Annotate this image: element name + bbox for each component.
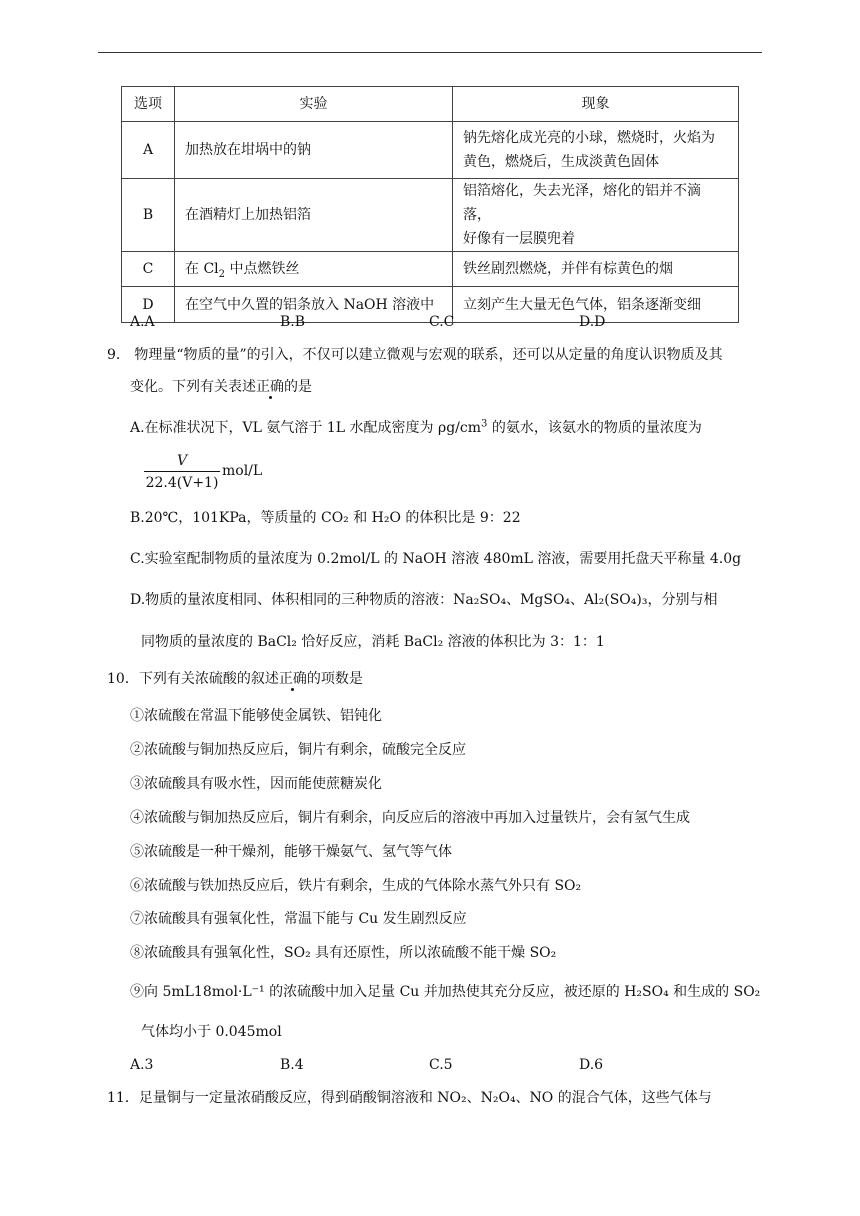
q10-answer-b: B.4 xyxy=(280,1057,304,1073)
row-phenomenon: 钠先熔化成光亮的小球，燃烧时，火焰为 黄色，燃烧后，生成淡黄色固体 xyxy=(453,122,739,179)
header-option: 选项 xyxy=(122,87,175,122)
fraction-denominator: 22.4(V+1) xyxy=(145,475,219,491)
q9-stem-line2: 变化。下列有关表述正确的是 xyxy=(130,379,312,395)
q9-option-a-fraction xyxy=(144,452,220,493)
row-experiment: 在 $Cl_2$ 中点燃铁丝 xyxy=(175,252,453,287)
q10-item: ⑥浓硫酸与铁加热反应后，铁片有剩余，生成的气体除水蒸气外只有 SO₂ xyxy=(130,878,582,894)
row-experiment: 在空气中久置的铝条放入 NaOH 溶液中 xyxy=(175,287,453,323)
q10-answer-d: D.6 xyxy=(579,1057,604,1073)
row-phenomenon: 铝箔熔化，失去光泽，熔化的铝并不滴落， 好像有一层膜兜着 xyxy=(453,179,739,252)
row-experiment: 在酒精灯上加热铝箔 xyxy=(175,179,453,252)
row-phenomenon: 铁丝剧烈燃烧，并伴有棕黄色的烟 xyxy=(453,252,739,287)
q10-item: ②浓硫酸与铜加热反应后，铜片有剩余，硫酸完全反应 xyxy=(130,742,466,758)
q10-item-continued: 气体均小于 0.045mol xyxy=(141,1024,282,1040)
header-phenomenon: 现象 xyxy=(453,87,739,122)
q10-answer-c: C.5 xyxy=(429,1057,453,1073)
q9-option-b: B.20℃，101KPa，等质量的 CO₂ 和 H₂O 的体积比是 9：22 xyxy=(130,510,521,526)
header-rule xyxy=(98,52,762,53)
table-row xyxy=(122,179,739,252)
q9-option-d-line2: 同物质的量浓度的 BaCl₂ 恰好反应，消耗 BaCl₂ 溶液的体积比为 3：1：1 xyxy=(141,634,605,650)
q10-item: ①浓硫酸在常温下能够使金属铁、铝钝化 xyxy=(130,708,382,724)
q9-option-d-line1: D.物质的量浓度相同、体积相同的三种物质的溶液：Na₂SO₄、MgSO₄、Al₂(SO₄)₃，分别与相 xyxy=(130,592,718,608)
experiment-table xyxy=(121,86,739,323)
table-header-row xyxy=(122,87,739,122)
q8-answer-a: A.A xyxy=(130,314,155,330)
q10-item: ③浓硫酸具有吸水性，因而能使蔗糖炭化 xyxy=(130,776,382,792)
fraction-numerator: V xyxy=(176,453,188,469)
q10-item: ⑧浓硫酸具有强氧化性，SO₂ 具有还原性，所以浓硫酸不能干燥 SO₂ xyxy=(130,945,557,961)
q9-option-a: A.在标准状况下，VL 氨气溶于 1L 水配成密度为 $\rho g/cm^3$ 的氨水，该氨水的物质的量浓度为 xyxy=(130,418,702,436)
q10-item: ④浓硫酸与铜加热反应后，铜片有剩余，向反应后的溶液中再加入过量铁片，会有氢气生成 xyxy=(130,810,690,826)
row-option: D xyxy=(122,287,175,323)
q10-item: ⑦浓硫酸具有强氧化性，常温下能与 Cu 发生剧烈反应 xyxy=(130,911,467,927)
row-phenomenon: 立刻产生大量无色气体，铝条逐渐变细 xyxy=(453,287,739,323)
q8-answer-d: D.D xyxy=(579,314,606,330)
table-row xyxy=(122,252,739,287)
q10-item: ⑨向 5mL18mol·L⁻¹ 的浓硫酸中加入足量 Cu 并加热使其充分反应，被还原的 H₂SO₄ 和生成的 SO₂ xyxy=(130,984,761,1000)
emphasis-correct: 正确 xyxy=(256,379,284,395)
row-option: A xyxy=(122,122,175,179)
q10-stem: 10．下列有关浓硫酸的叙述正确的项数是 xyxy=(107,671,363,687)
q9-option-c: C.实验室配制物质的量浓度为 0.2mol/L 的 NaOH 溶液 480mL 溶液，需要用托盘天平称量 4.0g xyxy=(130,551,742,567)
row-option: C xyxy=(122,252,175,287)
row-experiment: 加热放在坩埚中的钠 xyxy=(175,122,453,179)
header-experiment: 实验 xyxy=(175,87,453,122)
q8-answer-c: C.C xyxy=(429,314,455,330)
q10-item: ⑤浓硫酸是一种干燥剂，能够干燥氨气、氢气等气体 xyxy=(130,844,452,860)
table-row xyxy=(122,122,739,179)
fraction-bar xyxy=(144,471,220,472)
q10-answer-a: A.3 xyxy=(130,1057,154,1073)
q9-option-a-unit: mol/L xyxy=(222,463,263,479)
row-option: B xyxy=(122,179,175,252)
emphasis-correct: 正确 xyxy=(278,671,307,687)
q8-answer-b: B.B xyxy=(280,314,306,330)
q9-stem-line1: 9． 物理量“物质的量”的引入，不仅可以建立微观与宏观的联系，还可以从定量的角度认识物质及其 xyxy=(107,347,723,363)
q11-stem: 11．足量铜与一定量浓硝酸反应，得到硝酸铜溶液和 NO₂、N₂O₄、NO 的混合气体，这些气体与 xyxy=(107,1090,712,1106)
